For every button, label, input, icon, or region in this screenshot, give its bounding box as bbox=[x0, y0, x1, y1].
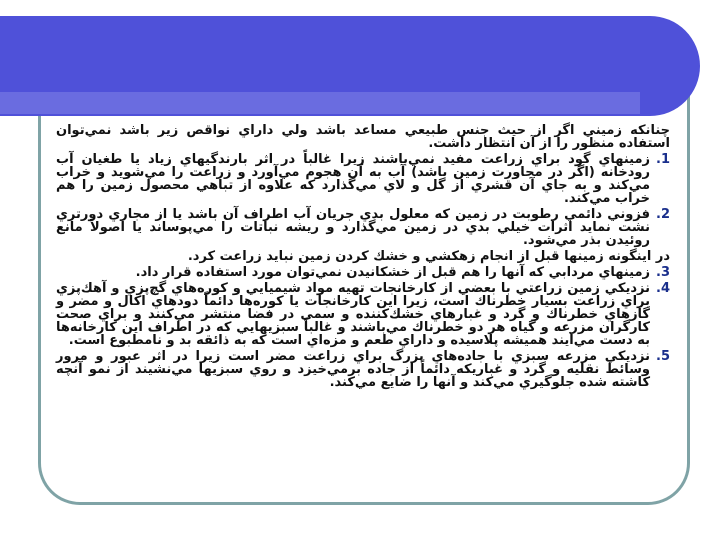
list-item bbox=[56, 266, 670, 279]
intro-paragraph: چنانکه زميني اگر از حيث جنس طبيعي مساعد باشد ولي داراي نواقص زير باشد نمي‌توان استفاده منظور را از آن انتظار داشت. bbox=[56, 123, 670, 151]
list-item bbox=[56, 282, 670, 347]
item-text: زمينهاي مردابي كه آنها را هم قبل از خشكانيدن نمي‌توان مورد استفاده قرار داد. bbox=[135, 265, 650, 280]
item-text: نزديكي زمين زراعتي با بعضي از كارخانجات تهيه مواد شيميايي و كوره‌هاي گچ‌پزي و آهك‌پزي براي زراعت بسيار خطرناك است، زيرا اين كارخانجات يا كوره‌ها دائماً دودهاي اكال و مضر و گازهاي خطرناك و گرد و غبارهاي خشك‌كننده و سمي در فضا منتشر مي‌كنند و براي صحت كارگران مزرعه و گياه هر دو خطرناك مي‌باشند و غالباً سبزيهايي كه در اطراف اين كارخانه‌ها به دست مي‌آيند هميشه پلاسيده و داراي طعم و مزه‌اي است كه به ذائقه بد و نامطبوع است. bbox=[56, 281, 650, 348]
item-number: 5. bbox=[656, 349, 670, 364]
item-number: 4. bbox=[656, 281, 670, 296]
item-number: 2. bbox=[656, 207, 670, 222]
item-text: زمينهاي گود براي زراعت مفيد نمي‌باشند زيرا غالباً در اثر بارندگيهاي زياد يا طغيان آب رودخانه (اگر در مجاورت زمين باشد) آب به آن هجوم مي‌آورد و زراعت را مي‌شويد و خراب مي‌كند و به جاي آن قشري از گل و لاي مي‌گذارد كه علاوه از تباهي محصول زمين را هم خراب مي‌كند. bbox=[56, 152, 650, 206]
title-banner bbox=[0, 16, 700, 116]
list-item bbox=[56, 153, 670, 205]
item-text: نزديكي مزرعه سبزي با جاده‌هاي بزرگ براي زراعت مضر است زيرا در اثر عبور و مرور وسائط نقليه و گرد و غباريكه دائماً از جاده برمي‌خيزد و روي سبزيها مي‌نشيند از نمو آنچه كاشته شده جلوگيري مي‌كند و آنها را ضايع مي‌كند. bbox=[56, 349, 650, 390]
banner-stripe bbox=[0, 92, 640, 114]
item-number: 1. bbox=[656, 152, 670, 167]
list-item bbox=[56, 350, 670, 389]
list-item bbox=[56, 208, 670, 247]
note-paragraph: در اينگونه زمينها قبل از انجام زهكشي و خشك كردن زمين نبايد زراعت كرد. bbox=[187, 249, 670, 264]
item-number: 3. bbox=[656, 265, 670, 280]
slide-body bbox=[56, 124, 670, 392]
item-text: فزوني دائمي رطوبت در زمين كه معلول بدي جريان آب اطراف آن باشد يا از مجاري دورتري نشت نمايد اثرات خيلي بدي در زمين مي‌گذارد و ريشه نباتات را مي‌پوساند يا اصولاً مانع روئيدن بذر مي‌شود. bbox=[56, 207, 650, 248]
